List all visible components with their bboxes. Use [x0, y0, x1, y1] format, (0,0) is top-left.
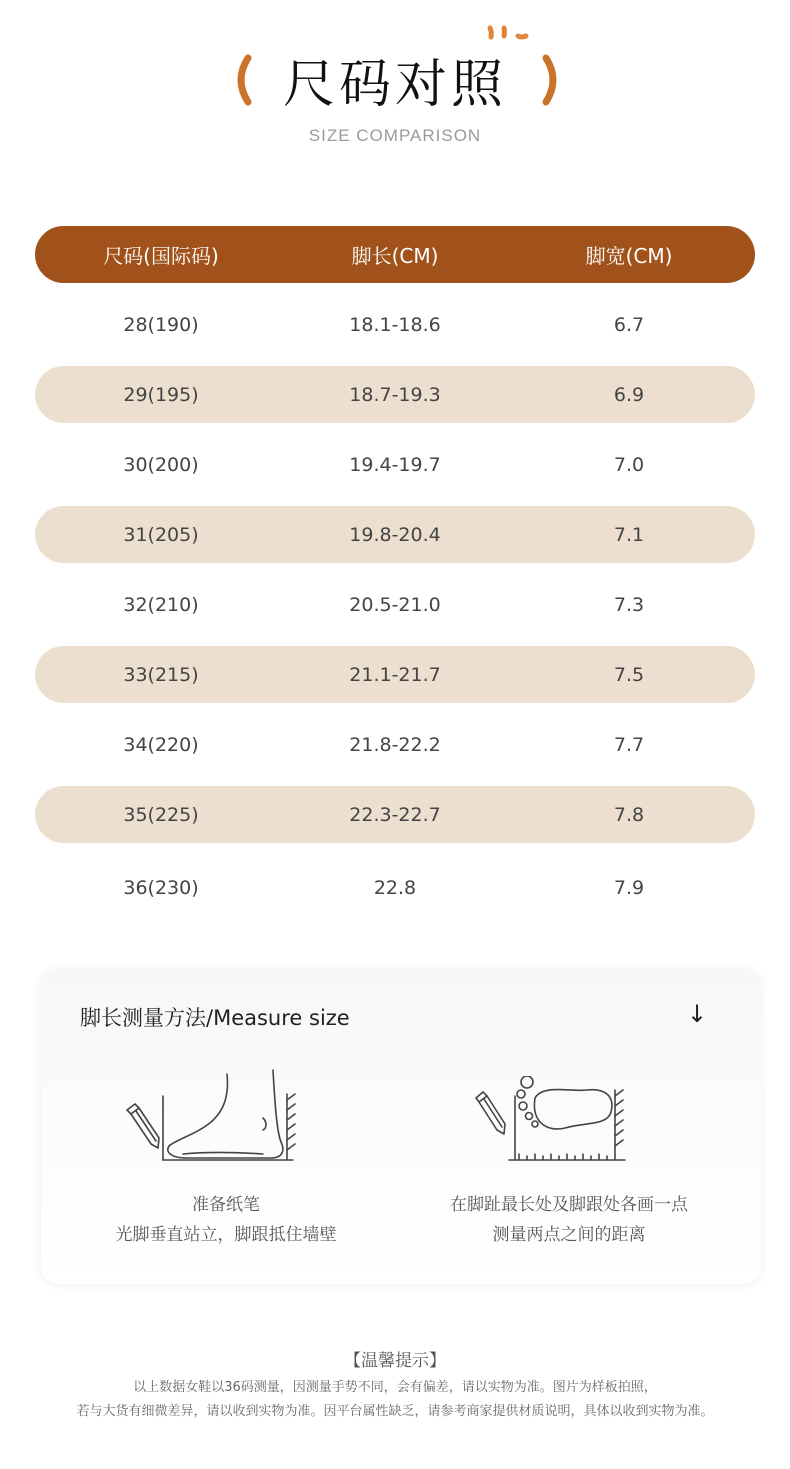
size-cell: 28(190) [123, 313, 199, 336]
width-cell: 7.5 [613, 663, 645, 686]
step1-caption [81, 1190, 371, 1250]
table-row [35, 786, 755, 843]
length-cell: 22.8 [373, 876, 417, 899]
table-header [35, 226, 755, 283]
size-cell: 31(205) [123, 523, 199, 546]
table-row [35, 646, 755, 703]
arrow-down-icon: ↓ [687, 1000, 708, 1028]
column-header-foot-width: 脚宽(CM) [585, 244, 673, 268]
width-cell: 6.9 [613, 383, 645, 406]
table-row [35, 576, 755, 633]
width-cell: 7.7 [613, 733, 645, 756]
size-cell: 34(220) [123, 733, 199, 756]
foot-side-pencil-icon [123, 1066, 303, 1166]
length-cell: 21.8-22.2 [349, 733, 441, 756]
length-cell: 19.4-19.7 [349, 453, 441, 476]
step2-line1: 在脚趾最长处及脚跟处各画一点 [450, 1195, 688, 1215]
size-table [35, 226, 755, 916]
table-row [35, 859, 755, 916]
width-cell: 7.1 [613, 523, 645, 546]
measure-title: 脚长测量方法/Measure size [80, 1006, 350, 1030]
size-cell: 29(195) [123, 383, 199, 406]
step1-line1: 准备纸笔 [192, 1195, 260, 1215]
size-cell: 33(215) [123, 663, 199, 686]
step2-caption [409, 1190, 729, 1250]
measure-method-card [41, 970, 761, 1284]
column-header-size: 尺码(国际码) [103, 244, 219, 268]
size-cell: 30(200) [123, 453, 199, 476]
page-subtitle: SIZE COMPARISON [308, 126, 482, 145]
step1-line2: 光脚垂直站立，脚跟抵住墙壁 [115, 1225, 337, 1245]
width-cell: 6.7 [613, 313, 645, 336]
width-cell: 7.8 [613, 803, 645, 826]
size-cell: 35(225) [123, 803, 199, 826]
tips-title: 【温馨提示】 [344, 1351, 446, 1371]
length-cell: 21.1-21.7 [349, 663, 441, 686]
page-title: 尺码对照 [282, 55, 507, 115]
width-cell: 7.0 [613, 453, 645, 476]
table-row [35, 506, 755, 563]
right-paren-icon [538, 52, 566, 108]
length-cell: 18.1-18.6 [349, 313, 441, 336]
width-cell: 7.3 [613, 593, 645, 616]
table-row [35, 716, 755, 773]
length-cell: 20.5-21.0 [349, 593, 441, 616]
table-row [35, 366, 755, 423]
column-header-foot-length: 脚长(CM) [351, 244, 439, 268]
tips-line2: 若与大货有细微差异，请以收到实物为准。因平台属性缺乏，请参考商家提供材质说明，具体以收到实物为准。 [76, 1404, 714, 1419]
footprint-ruler-icon [475, 1076, 645, 1166]
length-cell: 19.8-20.4 [349, 523, 441, 546]
size-cell: 36(230) [123, 876, 199, 899]
length-cell: 22.3-22.7 [349, 803, 441, 826]
size-cell: 32(210) [123, 593, 199, 616]
length-cell: 18.7-19.3 [349, 383, 441, 406]
table-row [35, 436, 755, 493]
step2-line2: 测量两点之间的距离 [492, 1225, 646, 1245]
page-header [0, 0, 790, 170]
tips-line1: 以上数据女鞋以36码测量，因测量手势不同，会有偏差，请以实物为准。图片为样板拍照， [133, 1380, 657, 1395]
table-row [35, 296, 755, 353]
width-cell: 7.9 [613, 876, 645, 899]
